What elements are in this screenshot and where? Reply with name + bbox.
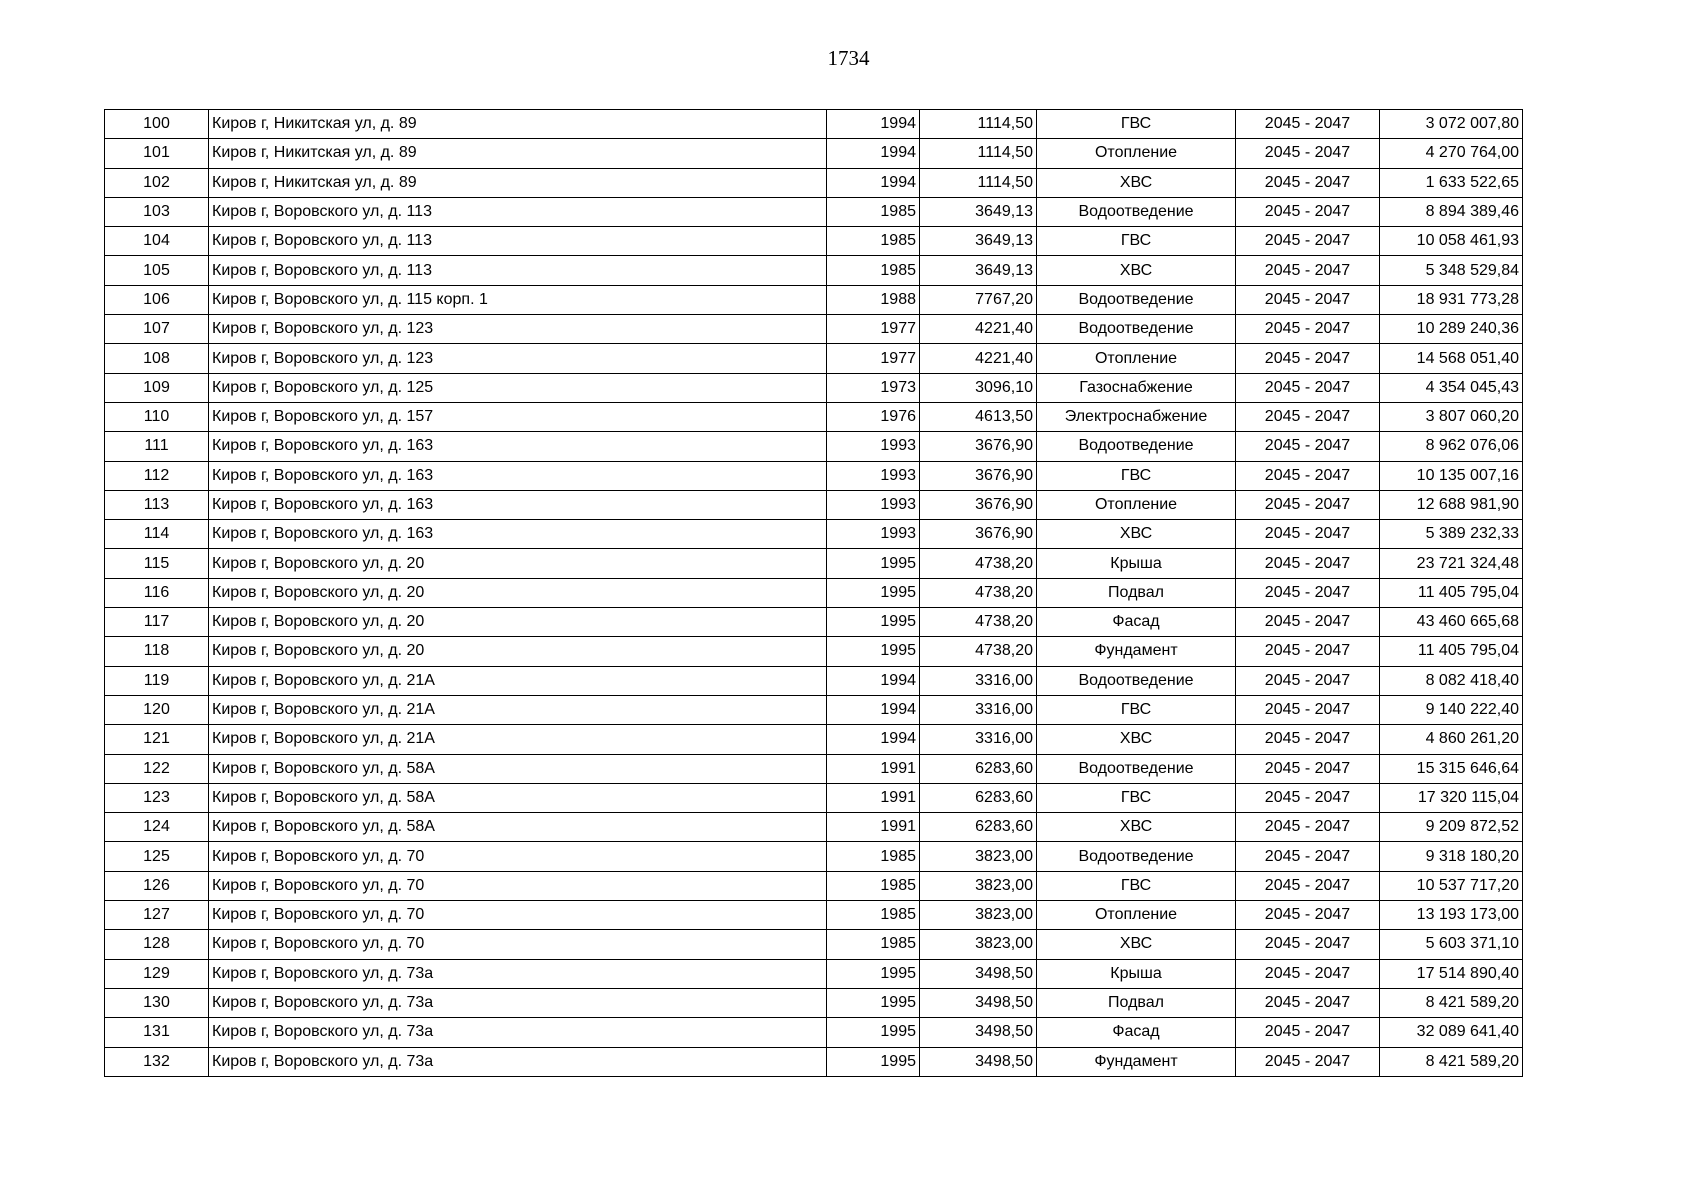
address-cell: Киров г, Воровского ул, д. 125 bbox=[209, 373, 827, 402]
table-row bbox=[105, 988, 1523, 1017]
area-cell: 3649,13 bbox=[920, 197, 1037, 226]
area-cell: 3096,10 bbox=[920, 373, 1037, 402]
period-cell: 2045 - 2047 bbox=[1236, 549, 1380, 578]
table-row bbox=[105, 520, 1523, 549]
address-cell: Киров г, Воровского ул, д. 163 bbox=[209, 520, 827, 549]
row-number-cell: 106 bbox=[105, 285, 209, 314]
address-cell: Киров г, Воровского ул, д. 123 bbox=[209, 344, 827, 373]
cost-cell: 32 089 641,40 bbox=[1380, 1018, 1523, 1047]
year-built-cell: 1994 bbox=[827, 695, 920, 724]
address-cell: Киров г, Воровского ул, д. 113 bbox=[209, 227, 827, 256]
cost-cell: 43 460 665,68 bbox=[1380, 608, 1523, 637]
work-type-cell: ХВС bbox=[1037, 520, 1236, 549]
address-cell: Киров г, Воровского ул, д. 20 bbox=[209, 637, 827, 666]
work-type-cell: ХВС bbox=[1037, 930, 1236, 959]
period-cell: 2045 - 2047 bbox=[1236, 578, 1380, 607]
address-cell: Киров г, Никитская ул, д. 89 bbox=[209, 110, 827, 139]
area-cell: 4738,20 bbox=[920, 637, 1037, 666]
year-built-cell: 1991 bbox=[827, 754, 920, 783]
area-cell: 3823,00 bbox=[920, 901, 1037, 930]
cost-cell: 13 193 173,00 bbox=[1380, 901, 1523, 930]
cost-cell: 14 568 051,40 bbox=[1380, 344, 1523, 373]
table-row bbox=[105, 930, 1523, 959]
period-cell: 2045 - 2047 bbox=[1236, 930, 1380, 959]
area-cell: 4738,20 bbox=[920, 608, 1037, 637]
year-built-cell: 1994 bbox=[827, 666, 920, 695]
address-cell: Киров г, Воровского ул, д. 21А bbox=[209, 725, 827, 754]
table-row bbox=[105, 197, 1523, 226]
period-cell: 2045 - 2047 bbox=[1236, 901, 1380, 930]
period-cell: 2045 - 2047 bbox=[1236, 725, 1380, 754]
address-cell: Киров г, Воровского ул, д. 21А bbox=[209, 666, 827, 695]
area-cell: 3676,90 bbox=[920, 520, 1037, 549]
work-type-cell: ГВС bbox=[1037, 871, 1236, 900]
row-number-cell: 128 bbox=[105, 930, 209, 959]
address-cell: Киров г, Воровского ул, д. 58А bbox=[209, 783, 827, 812]
period-cell: 2045 - 2047 bbox=[1236, 373, 1380, 402]
period-cell: 2045 - 2047 bbox=[1236, 1047, 1380, 1076]
address-cell: Киров г, Воровского ул, д. 73а bbox=[209, 959, 827, 988]
period-cell: 2045 - 2047 bbox=[1236, 461, 1380, 490]
table-row bbox=[105, 110, 1523, 139]
cost-cell: 5 603 371,10 bbox=[1380, 930, 1523, 959]
year-built-cell: 1985 bbox=[827, 197, 920, 226]
area-cell: 3649,13 bbox=[920, 227, 1037, 256]
cost-cell: 10 289 240,36 bbox=[1380, 315, 1523, 344]
cost-cell: 17 320 115,04 bbox=[1380, 783, 1523, 812]
period-cell: 2045 - 2047 bbox=[1236, 1018, 1380, 1047]
table-row bbox=[105, 402, 1523, 431]
address-cell: Киров г, Воровского ул, д. 163 bbox=[209, 461, 827, 490]
address-cell: Киров г, Воровского ул, д. 70 bbox=[209, 842, 827, 871]
period-cell: 2045 - 2047 bbox=[1236, 402, 1380, 431]
cost-cell: 3 807 060,20 bbox=[1380, 402, 1523, 431]
row-number-cell: 112 bbox=[105, 461, 209, 490]
address-cell: Киров г, Воровского ул, д. 70 bbox=[209, 901, 827, 930]
row-number-cell: 101 bbox=[105, 139, 209, 168]
year-built-cell: 1985 bbox=[827, 227, 920, 256]
area-cell: 6283,60 bbox=[920, 783, 1037, 812]
address-cell: Киров г, Воровского ул, д. 113 bbox=[209, 256, 827, 285]
area-cell: 3498,50 bbox=[920, 988, 1037, 1017]
work-type-cell: Отопление bbox=[1037, 344, 1236, 373]
row-number-cell: 120 bbox=[105, 695, 209, 724]
row-number-cell: 125 bbox=[105, 842, 209, 871]
row-number-cell: 123 bbox=[105, 783, 209, 812]
row-number-cell: 116 bbox=[105, 578, 209, 607]
cost-cell: 9 140 222,40 bbox=[1380, 695, 1523, 724]
row-number-cell: 110 bbox=[105, 402, 209, 431]
work-type-cell: Фундамент bbox=[1037, 1047, 1236, 1076]
table-row bbox=[105, 666, 1523, 695]
period-cell: 2045 - 2047 bbox=[1236, 227, 1380, 256]
address-cell: Киров г, Воровского ул, д. 157 bbox=[209, 402, 827, 431]
area-cell: 4221,40 bbox=[920, 315, 1037, 344]
table-row bbox=[105, 871, 1523, 900]
period-cell: 2045 - 2047 bbox=[1236, 490, 1380, 519]
table-row bbox=[105, 578, 1523, 607]
cost-cell: 8 962 076,06 bbox=[1380, 432, 1523, 461]
work-type-cell: ГВС bbox=[1037, 110, 1236, 139]
area-cell: 3676,90 bbox=[920, 432, 1037, 461]
area-cell: 3649,13 bbox=[920, 256, 1037, 285]
period-cell: 2045 - 2047 bbox=[1236, 168, 1380, 197]
address-cell: Киров г, Воровского ул, д. 73а bbox=[209, 1047, 827, 1076]
year-built-cell: 1976 bbox=[827, 402, 920, 431]
year-built-cell: 1993 bbox=[827, 490, 920, 519]
area-cell: 6283,60 bbox=[920, 754, 1037, 783]
year-built-cell: 1973 bbox=[827, 373, 920, 402]
cost-cell: 12 688 981,90 bbox=[1380, 490, 1523, 519]
area-cell: 6283,60 bbox=[920, 813, 1037, 842]
cost-cell: 4 354 045,43 bbox=[1380, 373, 1523, 402]
row-number-cell: 119 bbox=[105, 666, 209, 695]
address-cell: Киров г, Воровского ул, д. 70 bbox=[209, 871, 827, 900]
year-built-cell: 1995 bbox=[827, 1047, 920, 1076]
work-type-cell: ХВС bbox=[1037, 813, 1236, 842]
row-number-cell: 118 bbox=[105, 637, 209, 666]
table-row bbox=[105, 315, 1523, 344]
work-type-cell: Крыша bbox=[1037, 549, 1236, 578]
area-cell: 4738,20 bbox=[920, 578, 1037, 607]
address-cell: Киров г, Никитская ул, д. 89 bbox=[209, 139, 827, 168]
table-row bbox=[105, 139, 1523, 168]
table-row bbox=[105, 754, 1523, 783]
address-cell: Киров г, Воровского ул, д. 20 bbox=[209, 578, 827, 607]
area-cell: 4221,40 bbox=[920, 344, 1037, 373]
address-cell: Киров г, Воровского ул, д. 163 bbox=[209, 432, 827, 461]
cost-cell: 8 421 589,20 bbox=[1380, 988, 1523, 1017]
work-type-cell: ГВС bbox=[1037, 227, 1236, 256]
row-number-cell: 129 bbox=[105, 959, 209, 988]
year-built-cell: 1995 bbox=[827, 578, 920, 607]
cost-cell: 3 072 007,80 bbox=[1380, 110, 1523, 139]
table-body bbox=[105, 110, 1523, 1077]
area-cell: 3676,90 bbox=[920, 461, 1037, 490]
period-cell: 2045 - 2047 bbox=[1236, 520, 1380, 549]
area-cell: 3676,90 bbox=[920, 490, 1037, 519]
cost-cell: 4 860 261,20 bbox=[1380, 725, 1523, 754]
row-number-cell: 114 bbox=[105, 520, 209, 549]
work-type-cell: Отопление bbox=[1037, 490, 1236, 519]
cost-cell: 10 058 461,93 bbox=[1380, 227, 1523, 256]
cost-cell: 11 405 795,04 bbox=[1380, 578, 1523, 607]
table-row bbox=[105, 432, 1523, 461]
area-cell: 3316,00 bbox=[920, 725, 1037, 754]
address-cell: Киров г, Воровского ул, д. 123 bbox=[209, 315, 827, 344]
row-number-cell: 117 bbox=[105, 608, 209, 637]
table-row bbox=[105, 373, 1523, 402]
work-type-cell: Водоотведение bbox=[1037, 666, 1236, 695]
area-cell: 3823,00 bbox=[920, 871, 1037, 900]
year-built-cell: 1994 bbox=[827, 725, 920, 754]
period-cell: 2045 - 2047 bbox=[1236, 139, 1380, 168]
period-cell: 2045 - 2047 bbox=[1236, 637, 1380, 666]
address-cell: Киров г, Воровского ул, д. 58А bbox=[209, 813, 827, 842]
work-type-cell: Водоотведение bbox=[1037, 432, 1236, 461]
page-number: 1734 bbox=[827, 46, 870, 70]
year-built-cell: 1993 bbox=[827, 461, 920, 490]
cost-cell: 17 514 890,40 bbox=[1380, 959, 1523, 988]
area-cell: 3316,00 bbox=[920, 695, 1037, 724]
address-cell: Киров г, Воровского ул, д. 73а bbox=[209, 1018, 827, 1047]
period-cell: 2045 - 2047 bbox=[1236, 754, 1380, 783]
row-number-cell: 109 bbox=[105, 373, 209, 402]
table-row bbox=[105, 783, 1523, 812]
period-cell: 2045 - 2047 bbox=[1236, 666, 1380, 695]
address-cell: Киров г, Воровского ул, д. 21А bbox=[209, 695, 827, 724]
cost-cell: 8 894 389,46 bbox=[1380, 197, 1523, 226]
period-cell: 2045 - 2047 bbox=[1236, 432, 1380, 461]
year-built-cell: 1995 bbox=[827, 988, 920, 1017]
row-number-cell: 130 bbox=[105, 988, 209, 1017]
cost-cell: 8 082 418,40 bbox=[1380, 666, 1523, 695]
work-type-cell: Водоотведение bbox=[1037, 315, 1236, 344]
period-cell: 2045 - 2047 bbox=[1236, 608, 1380, 637]
year-built-cell: 1995 bbox=[827, 1018, 920, 1047]
area-cell: 4738,20 bbox=[920, 549, 1037, 578]
work-type-cell: Фасад bbox=[1037, 1018, 1236, 1047]
year-built-cell: 1994 bbox=[827, 139, 920, 168]
cost-cell: 18 931 773,28 bbox=[1380, 285, 1523, 314]
work-type-cell: ХВС bbox=[1037, 168, 1236, 197]
table-row bbox=[105, 256, 1523, 285]
cost-cell: 8 421 589,20 bbox=[1380, 1047, 1523, 1076]
row-number-cell: 127 bbox=[105, 901, 209, 930]
row-number-cell: 108 bbox=[105, 344, 209, 373]
row-number-cell: 126 bbox=[105, 871, 209, 900]
period-cell: 2045 - 2047 bbox=[1236, 285, 1380, 314]
work-type-cell: Крыша bbox=[1037, 959, 1236, 988]
period-cell: 2045 - 2047 bbox=[1236, 695, 1380, 724]
year-built-cell: 1988 bbox=[827, 285, 920, 314]
work-type-cell: Подвал bbox=[1037, 578, 1236, 607]
row-number-cell: 131 bbox=[105, 1018, 209, 1047]
repair-schedule-table bbox=[104, 109, 1523, 1077]
cost-cell: 10 135 007,16 bbox=[1380, 461, 1523, 490]
row-number-cell: 124 bbox=[105, 813, 209, 842]
year-built-cell: 1993 bbox=[827, 432, 920, 461]
work-type-cell: Фасад bbox=[1037, 608, 1236, 637]
year-built-cell: 1995 bbox=[827, 608, 920, 637]
area-cell: 3823,00 bbox=[920, 930, 1037, 959]
year-built-cell: 1993 bbox=[827, 520, 920, 549]
work-type-cell: Газоснабжение bbox=[1037, 373, 1236, 402]
year-built-cell: 1994 bbox=[827, 168, 920, 197]
table-row bbox=[105, 1018, 1523, 1047]
table-row bbox=[105, 227, 1523, 256]
cost-cell: 4 270 764,00 bbox=[1380, 139, 1523, 168]
period-cell: 2045 - 2047 bbox=[1236, 871, 1380, 900]
work-type-cell: Водоотведение bbox=[1037, 285, 1236, 314]
table-row bbox=[105, 959, 1523, 988]
address-cell: Киров г, Воровского ул, д. 58А bbox=[209, 754, 827, 783]
year-built-cell: 1985 bbox=[827, 842, 920, 871]
cost-cell: 10 537 717,20 bbox=[1380, 871, 1523, 900]
row-number-cell: 100 bbox=[105, 110, 209, 139]
area-cell: 1114,50 bbox=[920, 139, 1037, 168]
period-cell: 2045 - 2047 bbox=[1236, 344, 1380, 373]
row-number-cell: 113 bbox=[105, 490, 209, 519]
table-row bbox=[105, 901, 1523, 930]
address-cell: Киров г, Воровского ул, д. 73а bbox=[209, 988, 827, 1017]
table-row bbox=[105, 549, 1523, 578]
work-type-cell: ХВС bbox=[1037, 725, 1236, 754]
year-built-cell: 1991 bbox=[827, 813, 920, 842]
table-row bbox=[105, 490, 1523, 519]
period-cell: 2045 - 2047 bbox=[1236, 988, 1380, 1017]
address-cell: Киров г, Воровского ул, д. 70 bbox=[209, 930, 827, 959]
cost-cell: 9 318 180,20 bbox=[1380, 842, 1523, 871]
work-type-cell: Подвал bbox=[1037, 988, 1236, 1017]
table-row bbox=[105, 695, 1523, 724]
table-row bbox=[105, 1047, 1523, 1076]
row-number-cell: 105 bbox=[105, 256, 209, 285]
cost-cell: 9 209 872,52 bbox=[1380, 813, 1523, 842]
row-number-cell: 115 bbox=[105, 549, 209, 578]
row-number-cell: 111 bbox=[105, 432, 209, 461]
year-built-cell: 1977 bbox=[827, 344, 920, 373]
work-type-cell: Водоотведение bbox=[1037, 754, 1236, 783]
cost-cell: 5 348 529,84 bbox=[1380, 256, 1523, 285]
year-built-cell: 1995 bbox=[827, 549, 920, 578]
period-cell: 2045 - 2047 bbox=[1236, 256, 1380, 285]
work-type-cell: ГВС bbox=[1037, 783, 1236, 812]
table-row bbox=[105, 285, 1523, 314]
period-cell: 2045 - 2047 bbox=[1236, 110, 1380, 139]
area-cell: 3498,50 bbox=[920, 1047, 1037, 1076]
table-row bbox=[105, 344, 1523, 373]
work-type-cell: Водоотведение bbox=[1037, 842, 1236, 871]
area-cell: 3498,50 bbox=[920, 959, 1037, 988]
period-cell: 2045 - 2047 bbox=[1236, 842, 1380, 871]
work-type-cell: Отопление bbox=[1037, 139, 1236, 168]
work-type-cell: Фундамент bbox=[1037, 637, 1236, 666]
address-cell: Киров г, Воровского ул, д. 163 bbox=[209, 490, 827, 519]
year-built-cell: 1994 bbox=[827, 110, 920, 139]
row-number-cell: 103 bbox=[105, 197, 209, 226]
cost-cell: 1 633 522,65 bbox=[1380, 168, 1523, 197]
area-cell: 1114,50 bbox=[920, 168, 1037, 197]
table-row bbox=[105, 725, 1523, 754]
table-row bbox=[105, 842, 1523, 871]
address-cell: Киров г, Воровского ул, д. 113 bbox=[209, 197, 827, 226]
row-number-cell: 104 bbox=[105, 227, 209, 256]
year-built-cell: 1977 bbox=[827, 315, 920, 344]
cost-cell: 5 389 232,33 bbox=[1380, 520, 1523, 549]
row-number-cell: 102 bbox=[105, 168, 209, 197]
row-number-cell: 122 bbox=[105, 754, 209, 783]
period-cell: 2045 - 2047 bbox=[1236, 959, 1380, 988]
year-built-cell: 1985 bbox=[827, 871, 920, 900]
year-built-cell: 1991 bbox=[827, 783, 920, 812]
period-cell: 2045 - 2047 bbox=[1236, 197, 1380, 226]
table-row bbox=[105, 461, 1523, 490]
address-cell: Киров г, Воровского ул, д. 115 корп. 1 bbox=[209, 285, 827, 314]
area-cell: 3316,00 bbox=[920, 666, 1037, 695]
work-type-cell: ГВС bbox=[1037, 461, 1236, 490]
area-cell: 7767,20 bbox=[920, 285, 1037, 314]
cost-cell: 15 315 646,64 bbox=[1380, 754, 1523, 783]
area-cell: 1114,50 bbox=[920, 110, 1037, 139]
row-number-cell: 132 bbox=[105, 1047, 209, 1076]
area-cell: 3498,50 bbox=[920, 1018, 1037, 1047]
work-type-cell: ХВС bbox=[1037, 256, 1236, 285]
address-cell: Киров г, Воровского ул, д. 20 bbox=[209, 549, 827, 578]
work-type-cell: Водоотведение bbox=[1037, 197, 1236, 226]
year-built-cell: 1995 bbox=[827, 959, 920, 988]
period-cell: 2045 - 2047 bbox=[1236, 813, 1380, 842]
period-cell: 2045 - 2047 bbox=[1236, 315, 1380, 344]
area-cell: 3823,00 bbox=[920, 842, 1037, 871]
table-row bbox=[105, 608, 1523, 637]
address-cell: Киров г, Воровского ул, д. 20 bbox=[209, 608, 827, 637]
cost-cell: 23 721 324,48 bbox=[1380, 549, 1523, 578]
table-row bbox=[105, 637, 1523, 666]
year-built-cell: 1985 bbox=[827, 901, 920, 930]
row-number-cell: 121 bbox=[105, 725, 209, 754]
table-row bbox=[105, 813, 1523, 842]
year-built-cell: 1995 bbox=[827, 637, 920, 666]
year-built-cell: 1985 bbox=[827, 256, 920, 285]
table-row bbox=[105, 168, 1523, 197]
work-type-cell: ГВС bbox=[1037, 695, 1236, 724]
year-built-cell: 1985 bbox=[827, 930, 920, 959]
area-cell: 4613,50 bbox=[920, 402, 1037, 431]
period-cell: 2045 - 2047 bbox=[1236, 783, 1380, 812]
cost-cell: 11 405 795,04 bbox=[1380, 637, 1523, 666]
address-cell: Киров г, Никитская ул, д. 89 bbox=[209, 168, 827, 197]
row-number-cell: 107 bbox=[105, 315, 209, 344]
work-type-cell: Электроснабжение bbox=[1037, 402, 1236, 431]
work-type-cell: Отопление bbox=[1037, 901, 1236, 930]
